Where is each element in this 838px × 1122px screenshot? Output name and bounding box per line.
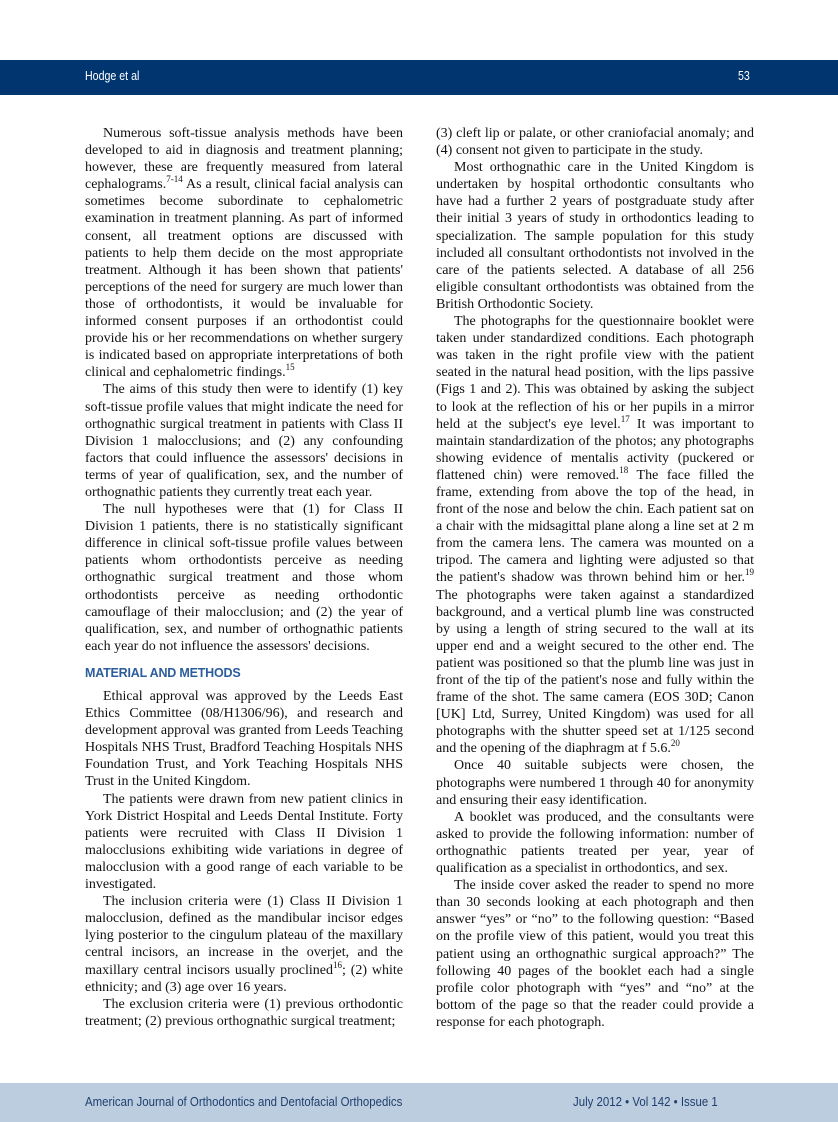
left-column (85, 125, 403, 1030)
paragraph-text: The inside cover asked the reader to spend no more than 30 seconds looking at each photograph and then answer “yes” or “no” to the following question: “Based on the profile view of this patient, would you treat this patient using an orthognathic surgical approach?” The following 40 pages of the booklet each had a single profile color photograph with “yes” and “no” at the bottom of the page so that the reader could provide a response for each photograph. (436, 878, 754, 1030)
paragraph-text: Most orthognathic care in the United Kingdom is undertaken by hospital orthodontic consultants who have had a further 2 years of postgraduate study after their initial 3 years of study in orthodontics leading to specialization. The sample population for this study included all consultant orthodontists not involved in the care of the patients selected. A database of all 256 eligible consultant orthodontists was obtained from the British Orthodontic Society. (436, 160, 754, 312)
citation-reference[interactable]: 20 (670, 738, 680, 749)
paragraph-text: ; (2) white ethnicity; and (3) age over 16 years. (85, 962, 403, 995)
paragraph-text: Once 40 suitable subjects were chosen, the photographs were numbered 1 through 40 for anonymity and ensuring their easy identification. (436, 758, 754, 808)
citation-reference[interactable]: 7-14 (166, 174, 183, 185)
body-paragraph (85, 125, 403, 381)
citation-reference[interactable]: 15 (285, 362, 295, 373)
body-paragraph (85, 381, 403, 501)
body-paragraph (436, 757, 754, 808)
running-header (0, 60, 838, 95)
paragraph-text: MATERIAL AND METHODS (85, 665, 241, 680)
body-paragraph (85, 893, 403, 996)
body-paragraph (85, 996, 403, 1030)
issue-info: July 2012 • Vol 142 • Issue 1 (573, 1094, 718, 1109)
running-footer (0, 1083, 838, 1122)
paragraph-text: The inclusion criteria were (1) Class II Division 1 malocclusion, defined as the mandibular incisor edges lying posterior to the cingulum plateau of the maxillary central incisors, an increase in the overjet, and the maxillary central incisors usually proclined (85, 894, 403, 978)
paragraph-text: The aims of this study then were to identify (1) key soft-tissue profile values that might indicate the need for orthognathic surgical treatment in patients with Class II Division 1 malocclusions; and (2) any confounding factors that could influence the assessors' decisions in terms of year of qualification, sex, and the number of orthognathic patients they currently treat each year. (85, 382, 403, 500)
journal-name: American Journal of Orthodontics and Dentofacial Orthopedics (85, 1094, 403, 1109)
running-title: Hodge et al (85, 69, 140, 83)
paragraph-text: Ethical approval was approved by the Leeds East Ethics Committee (08/H1306/96), and research and development approval was granted from Leeds Teaching Hospitals NHS Trust, Bradford Teaching Hospitals NHS Foundation Trust, and York Teaching Hospitals NHS Trust in the United Kingdom. (85, 689, 403, 790)
citation-reference[interactable]: 17 (620, 413, 630, 424)
body-paragraph (436, 125, 754, 159)
paragraph-text: (3) cleft lip or palate, or other craniofacial anomaly; and (4) consent not given to participate in the study. (436, 126, 754, 159)
paragraph-text: The patients were drawn from new patient clinics in York District Hospital and Leeds Dental Institute. Forty patients were recruited with Class II Division 1 malocclusions exhibiting wide variations in degree of malocclusion with a good range of each variable to be investigated. (85, 791, 403, 893)
paragraph-text: As a result, clinical facial analysis can sometimes become subordinate to cephalometric examination in treatment planning. As part of informed consent, all treatment options are discussed with patients to help them decide on the most appropriate treatment. Although it has been shown that patients' perceptions of the need for surgery are much lower than those of orthodontists, it would be invaluable for informed consent purposes if an orthodontist could provide his or her recommendations on whether surgery is indicated based on appropriate interpretations of both clinical and cephalometric findings. (85, 177, 403, 381)
paragraph-text: The exclusion criteria were (1) previous orthodontic treatment; (2) previous orthognathic surgical treatment; (85, 996, 403, 1029)
section-heading (85, 665, 403, 682)
body-paragraph (436, 877, 754, 1031)
body-paragraph (436, 159, 754, 313)
body-paragraph (436, 809, 754, 877)
paragraph-text: The face filled the frame, extending from above the top of the head, in front of the nose and below the chin. Each patient sat on a chair with the midsagittal plane along a line set at 2 m from the camera lens. The camera was mounted on a tripod. The camera and lighting were adjusted so that the patient's shadow was thrown behind him or her. (436, 467, 755, 586)
body-paragraph (436, 313, 754, 757)
paragraph-text: The photographs were taken against a standardized background, and a vertical plumb line was constructed by using a length of string secured to the wall at its upper end and a weight secured to the other end. The patient was positioned so that the plumb line was just in front of the tip of the patient's nose and fully within the frame of the shot. The same camera (EOS 30D; Canon [UK] Ltd, Surrey, United Kingdom) was used for all photographs with the shutter speed set at 1/125 second and the opening of the diaphragm at f 5.6. (436, 587, 754, 757)
paragraph-text: It was important to maintain standardization of the photos; any photographs showing evidence of mentalis activity (puckered or flattened chin) were removed. (436, 416, 754, 483)
paragraph-text: Numerous soft-tissue analysis methods have been developed to aid in diagnosis and treatment planning; however, these are frequently measured from lateral cephalograms. (85, 126, 403, 193)
page-number: 53 (738, 69, 750, 83)
right-column (436, 125, 754, 1031)
citation-reference[interactable]: 16 (332, 959, 342, 970)
citation-reference[interactable]: 18 (619, 464, 629, 475)
paragraph-text: The photographs for the questionnaire booklet were taken under standardized conditions. Each photograph was taken in the right profile view with the patient seated in the natural head position, with the lips passive (Figs 1 and 2). This was obtained by asking the subject to look at the reflection of his or her pupils in a mirror held at the subject's eye level. (436, 314, 754, 432)
body-paragraph (85, 501, 403, 655)
body-paragraph (85, 791, 403, 894)
citation-reference[interactable]: 19 (745, 567, 754, 578)
body-paragraph (85, 688, 403, 791)
paragraph-text: The null hypotheses were that (1) for Class II Division 1 patients, there is no statistically significant difference in clinical soft-tissue profile values between patients whom orthodontists perceive as needing orthognathic surgical treatment and those whom orthodontists perceive as needing orthodontic camouflage of their malocclusion; and (2) the year of qualification, sex, and number of orthognathic patients each year do not influence the assessors' decisions. (85, 502, 403, 654)
paragraph-text: A booklet was produced, and the consultants were asked to provide the following information: number of orthognathic patients treated per year, year of qualification as a specialist in orthodontics, and sex. (436, 809, 754, 877)
